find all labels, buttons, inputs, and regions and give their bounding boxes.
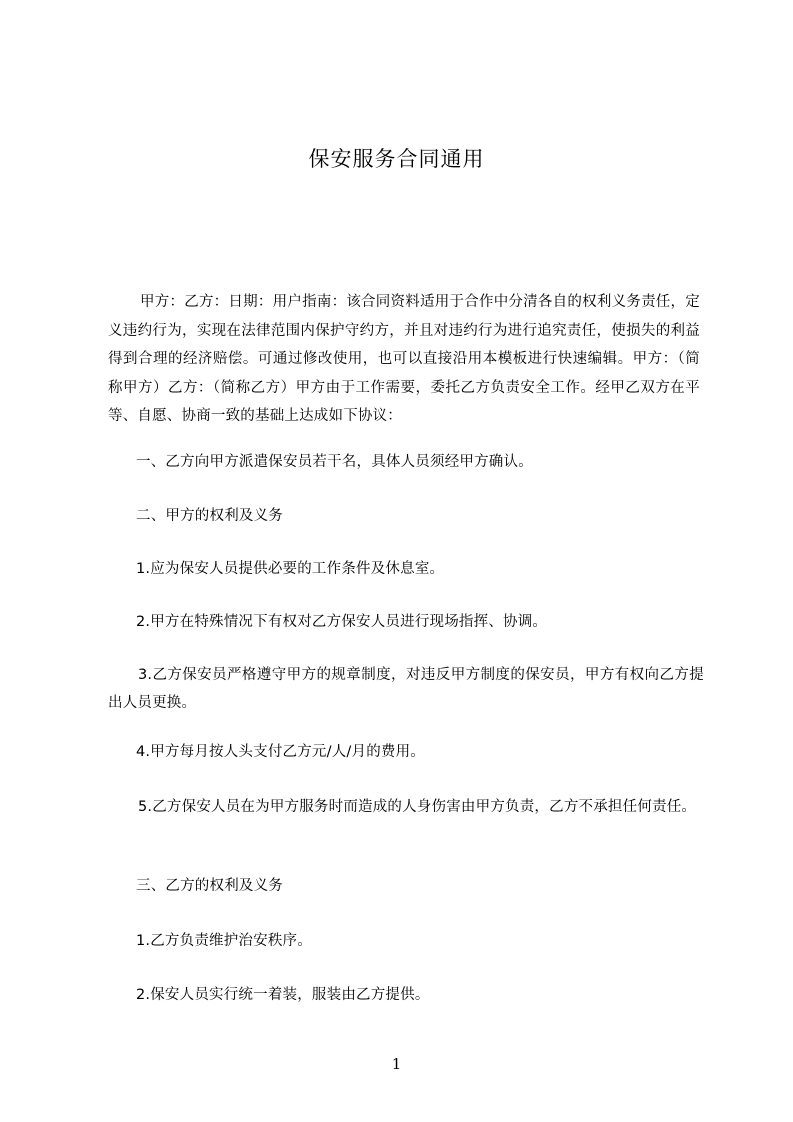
section-heading-party-b: 三、乙方的权利及义务 bbox=[136, 878, 283, 894]
clause-party-a-2: 2.甲方在特殊情况下有权对乙方保安人员进行现场指挥、协调。 bbox=[136, 614, 548, 630]
clause-party-a-4: 4.甲方每月按人头支付乙方元/人/月的费用。 bbox=[136, 744, 426, 760]
clause-party-a-3: 3.乙方保安员严格遵守甲方的规章制度，对违反甲方制度的保安员，甲方有权向乙方提出人员更换。 bbox=[108, 667, 704, 711]
clause-1: 一、乙方向甲方派遣保安员若干名，具体人员须经甲方确认。 bbox=[136, 454, 533, 470]
clause-party-b-1: 1.乙方负责维护治安秩序。 bbox=[136, 933, 312, 949]
clause-party-a-5: 5.乙方保安人员在为甲方服务时而造成的人身伤害由甲方负责，乙方不承担任何责任。 bbox=[138, 799, 697, 815]
page-title: 保安服务合同通用 bbox=[308, 147, 485, 171]
page-number: 1 bbox=[391, 1055, 402, 1073]
intro-paragraph: 甲方：乙方：日期：用户指南：该合同资料适用于合作中分清各自的权利义务责任，定义违约行为，实现在法律范围内保护守约方，并且对违约行为进行追究责任，使损失的利益得到合理的经济赔偿。可通过修改使用，也可以直接沿用本模板进行快速编辑。甲方：（简称甲方）乙方：（简称乙方）甲方由于工作需要，委托乙方负责安全工作。经甲乙双方在平等、自愿、协商一致的基础上达成如下协议： bbox=[108, 294, 700, 424]
clause-party-b-2: 2.保安人员实行统一着装，服装由乙方提供。 bbox=[136, 987, 430, 1003]
clause-party-a-1: 1.应为保安人员提供必要的工作条件及休息室。 bbox=[136, 561, 445, 577]
section-heading-party-a: 二、甲方的权利及义务 bbox=[136, 508, 283, 524]
